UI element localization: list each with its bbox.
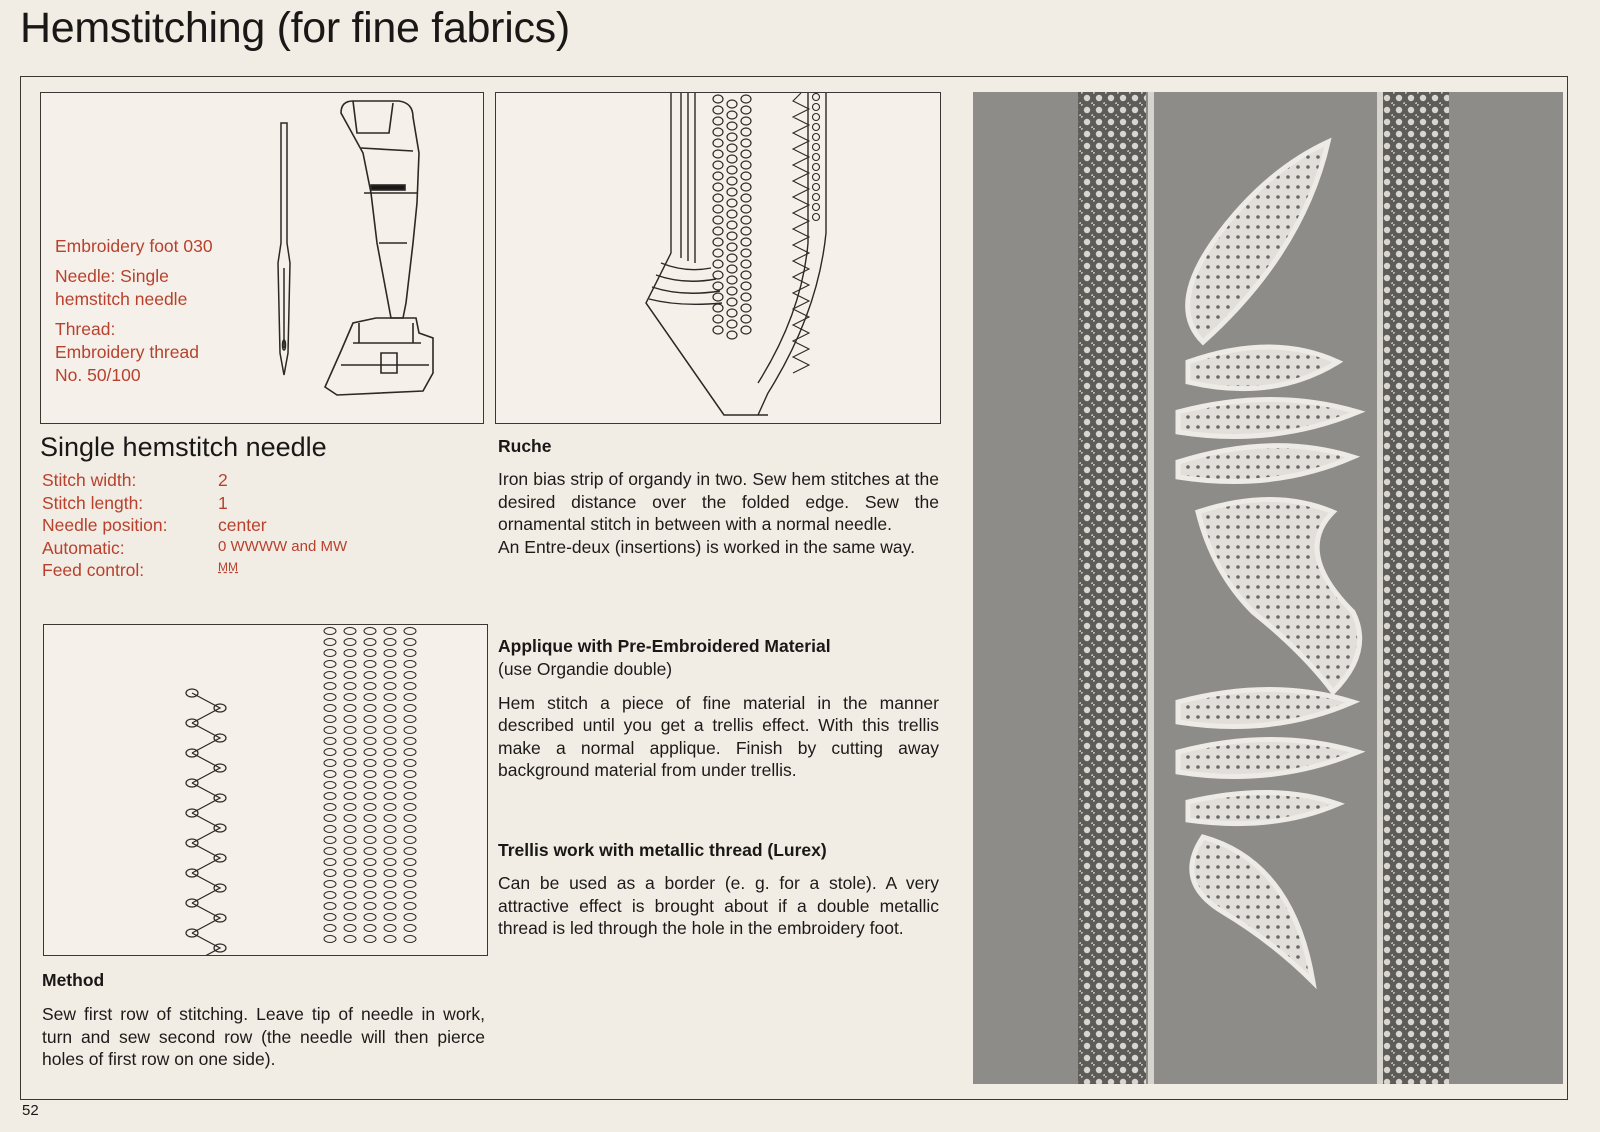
trellis-section	[498, 840, 939, 940]
setting-label: Stitch length:	[42, 492, 144, 513]
settings-title: Single hemstitch needle	[40, 432, 327, 462]
settings-table	[42, 470, 347, 583]
equipment-illustration-box	[40, 92, 484, 424]
thread-line-2: Embroidery thread	[55, 342, 199, 362]
method-text: Sew first row of stitching. Leave tip of needle in work, turn and sew second row (the needle will then pierce holes of first row on one side).	[42, 1004, 485, 1069]
ruche-drawing	[496, 93, 940, 423]
lace-border-left	[1078, 92, 1146, 1084]
applique-section	[498, 636, 939, 782]
setting-value: 1	[218, 492, 228, 513]
method-heading: Method	[42, 970, 105, 990]
setting-value: center	[218, 515, 267, 535]
setting-value: MM	[218, 560, 238, 574]
lace-applique-image	[973, 92, 1563, 1084]
setting-label: Feed control:	[42, 560, 145, 580]
setting-value: 2	[218, 470, 228, 490]
ruche-text-2: An Entre-deux (insertions) is worked in the same way.	[498, 536, 915, 557]
page-number: 52	[22, 1102, 39, 1119]
applique-subheading: (use Organdie double)	[498, 659, 673, 679]
trellis-text: Can be used as a border (e. g. for a stole). A very attractive effect is brought about if a double metallic thread is led through the hole in the embroidery foot.	[498, 873, 939, 938]
page-title: Hemstitching (for fine fabrics)	[20, 4, 570, 52]
embroidery-photo	[973, 92, 1563, 1084]
trellis-heading: Trellis work with metallic thread (Lurex)	[498, 840, 827, 860]
first-row-stitch	[186, 689, 226, 955]
thread-line-3: No. 50/100	[55, 365, 141, 385]
ruche-heading: Ruche	[498, 436, 552, 456]
ruche-text-1: Iron bias strip of organdy in two. Sew hem stitches at the desired distance over the folded edge. Sew the ornamental stitch in between with a normal needle.	[498, 469, 939, 534]
needle-line-1: Needle: Single	[55, 266, 169, 286]
applique-heading: Applique with Pre-Embroidered Material	[498, 636, 831, 656]
setting-row	[42, 560, 347, 583]
setting-label: Stitch width:	[42, 470, 137, 490]
stitch-sample-drawing	[44, 625, 487, 955]
setting-row	[42, 493, 347, 516]
stitch-sample-box	[43, 624, 488, 956]
ornamental-stitch-column	[713, 95, 751, 339]
ruche-section	[498, 436, 939, 558]
applique-text: Hem stitch a piece of fine material in the manner described until you get a trellis effect. With this trellis make a normal applique. Finish by cutting away background material from under trellis.	[498, 692, 939, 780]
setting-label: Needle position:	[42, 515, 168, 535]
needle-and-foot-drawing	[41, 93, 483, 423]
setting-value: 0 WWWW and MW	[218, 537, 348, 555]
foot-label: Embroidery foot 030	[55, 236, 213, 256]
method-section	[42, 970, 485, 1071]
setting-label: Automatic:	[42, 537, 125, 558]
hemstitch-needle-icon	[278, 123, 290, 375]
setting-row	[42, 515, 347, 538]
trellis-stitch-rows	[324, 628, 416, 943]
needle-line-2: hemstitch needle	[55, 289, 188, 309]
setting-row	[42, 470, 347, 493]
embroidery-foot-icon	[325, 101, 433, 395]
setting-row	[42, 538, 347, 561]
hemstitch-edge-column	[793, 93, 820, 373]
lace-border-right	[1383, 92, 1449, 1084]
thread-line-1: Thread:	[55, 319, 116, 339]
ruche-illustration-box	[495, 92, 941, 424]
